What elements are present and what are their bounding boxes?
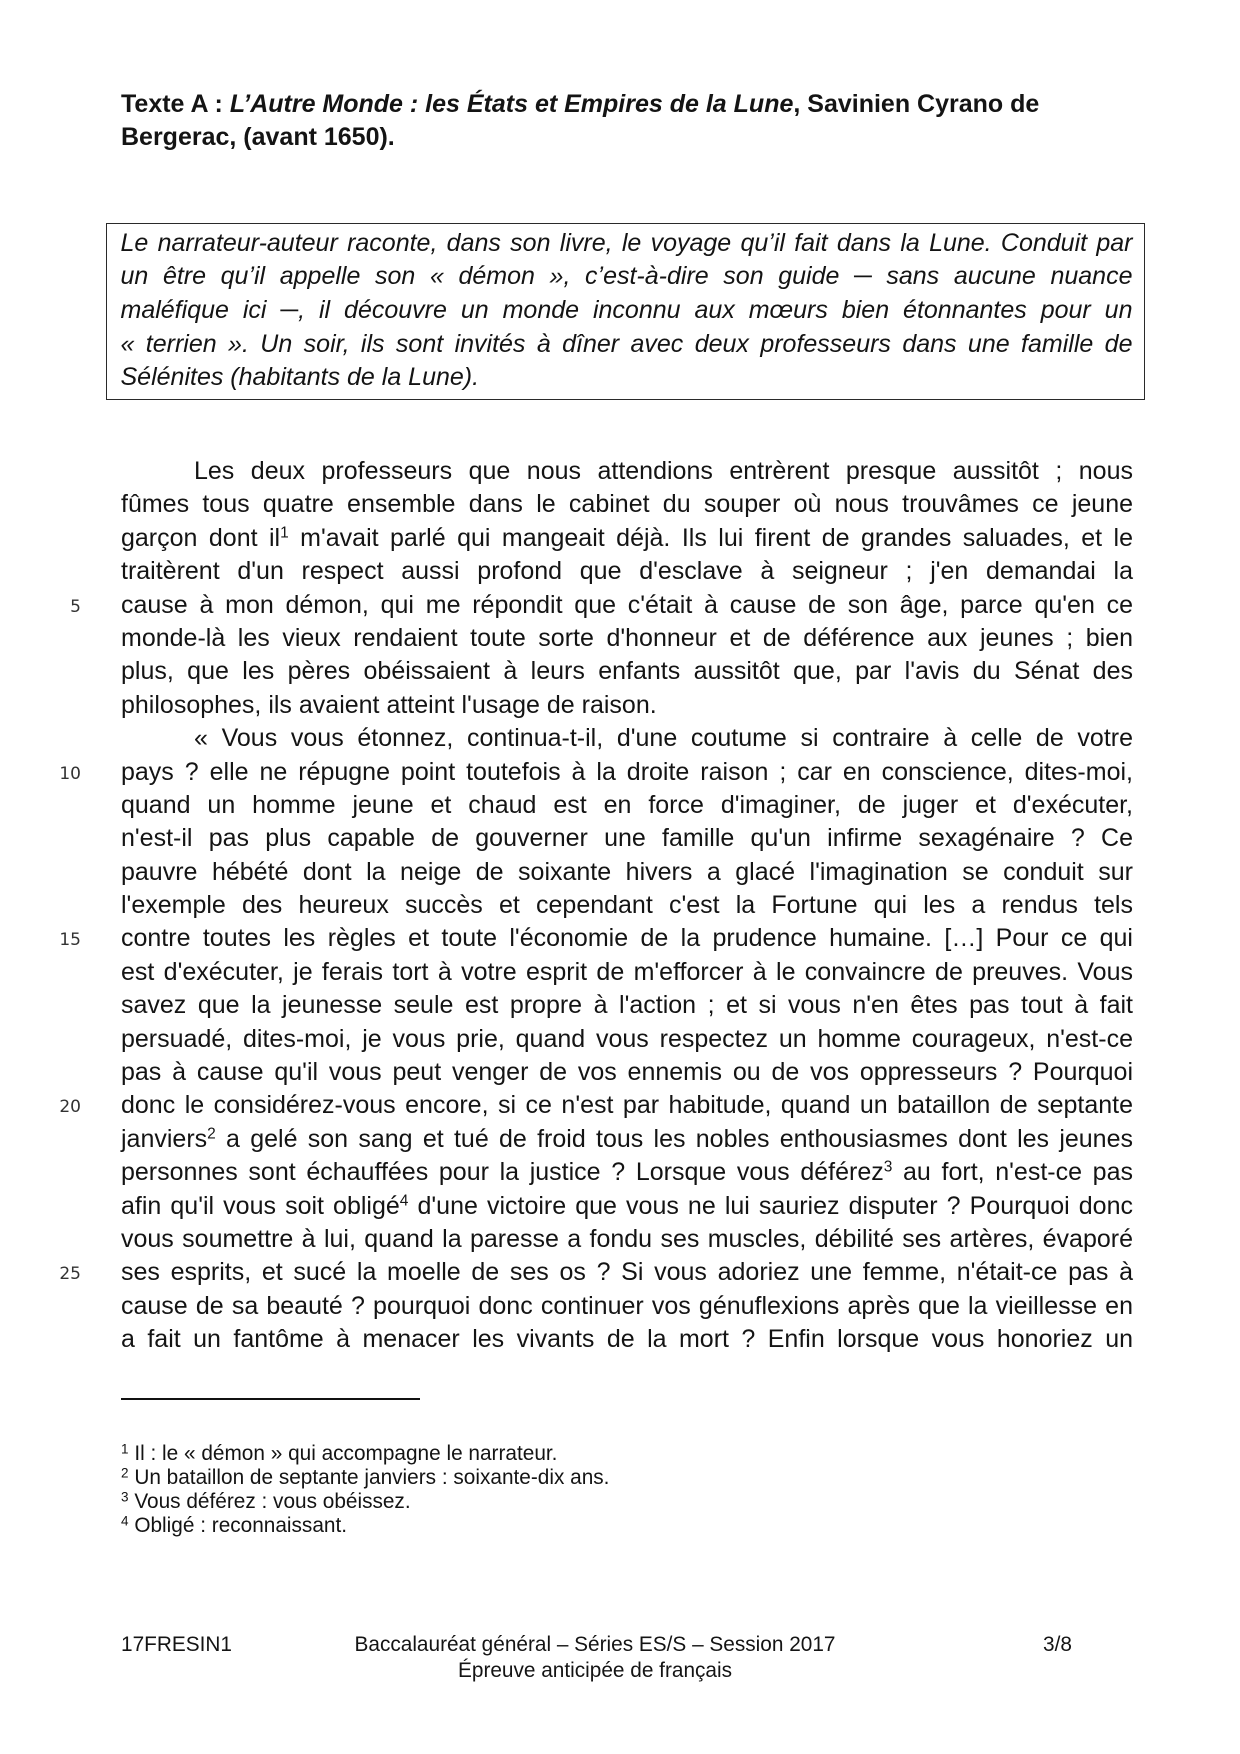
passage-line <box>121 555 1133 588</box>
footnote <box>121 1442 1021 1466</box>
footnote-mark: 2 <box>121 1465 129 1481</box>
footnote-ref: 3 <box>883 1158 893 1176</box>
line-text: quand un homme jeune et chaud est en force d'imaginer, de juger et d'exécuter, <box>121 790 1133 819</box>
footnote-ref: 2 <box>207 1125 216 1143</box>
text-segment: m'avait parlé qui mangeait déjà. Ils lui firent de grandes saluades, et le <box>288 523 1133 552</box>
passage-line <box>121 1290 1133 1323</box>
footnote-text: Il : le « démon » qui accompagne le narrateur. <box>134 1442 558 1465</box>
text-segment: a gelé son sang et tué de froid tous les nobles enthousiasmes dont les jeunes <box>215 1124 1133 1153</box>
footnote-text: Un bataillon de septante janviers : soixante-dix ans. <box>134 1466 610 1489</box>
line-text: cause à mon démon, qui me répondit que c'était à cause de son âge, parce qu'en ce <box>121 590 1133 619</box>
line-number: 25 <box>59 1264 81 1285</box>
intro-line: « terrien ». Un soir, ils sont invités à dîner avec deux professeurs dans une famille de <box>120 329 1133 358</box>
passage-line <box>121 488 1133 521</box>
line-text: donc le considérez-vous encore, si ce n'est par habitude, quand un bataillon de septante <box>121 1091 1133 1120</box>
passage-line <box>59 1256 1133 1289</box>
line-text: Les deux professeurs que nous attendions entrèrent presque aussitôt ; nous <box>194 457 1133 485</box>
footnote <box>121 1490 1021 1514</box>
passage-line <box>121 1156 1133 1189</box>
passage-line <box>121 1190 1133 1223</box>
footer-center <box>345 1632 845 1684</box>
passage-line <box>59 756 1133 789</box>
line-text: pas à cause qu'il vous peut venger de vos ennemis ou de vos oppresseurs ? Pourquoi <box>121 1058 1133 1087</box>
line-text: monde-là les vieux rendaient toute sorte d'honneur et de déférence aux jeunes ; bien <box>121 623 1133 652</box>
footnote-text: Obligé : reconnaissant. <box>134 1514 348 1537</box>
text-segment: janviers <box>121 1124 208 1153</box>
line-text: n'est-il pas plus capable de gouverner une famille qu'un infirme sexagénaire ? Ce <box>121 824 1133 853</box>
exam-title: Baccalauréat général – Séries ES/S – Session 2017 <box>354 1633 836 1656</box>
work-title: L’Autre Monde : les États et Empires de la Lune <box>229 90 794 118</box>
footnote-ref: 1 <box>280 524 289 542</box>
line-text: persuadé, dites-moi, je vous prie, quand vous respectez un homme courageux, n'est-ce <box>121 1024 1133 1053</box>
passage-line <box>121 655 1133 688</box>
footnote-ref: 4 <box>399 1192 409 1210</box>
line-text: ses esprits, et sucé la moelle de ses os ? Si vous adoriez une femme, n'était-ce pas à <box>121 1258 1133 1287</box>
intro-line: maléfique ici ─, il découvre un monde inconnu aux mœurs bien étonnantes pour un <box>120 295 1133 324</box>
passage-line <box>121 1056 1133 1089</box>
passage-line <box>59 922 1133 955</box>
line-number: 15 <box>59 930 81 951</box>
line-text: pays ? elle ne répugne point toutefois à la droite raison ; car en conscience, dites-moi, <box>121 757 1133 786</box>
line-text: savez que la jeunesse seule est propre à l'action ; et si vous n'en êtes pas tout à fait <box>121 991 1133 1020</box>
footnote-mark: 3 <box>121 1489 129 1505</box>
text-segment: afin qu'il vous soit obligé <box>121 1191 400 1220</box>
passage-line <box>121 622 1133 655</box>
passage-line <box>59 1089 1133 1122</box>
intro-box <box>106 223 1145 400</box>
page-footer <box>0 1632 1240 1692</box>
line-text: philosophes, ils avaient atteint l'usage de raison. <box>121 690 657 719</box>
footnote <box>121 1514 1021 1538</box>
passage-line <box>121 956 1133 989</box>
passage-line <box>121 889 1133 922</box>
intro-line: Le narrateur-auteur raconte, dans son livre, le voyage qu’il fait dans la Lune. Conduit par <box>120 228 1133 257</box>
passage-line <box>121 856 1133 889</box>
text-segment: personnes sont échauffées pour la justice ? Lorsque vous déférez <box>121 1158 884 1187</box>
passage-line <box>121 1323 1133 1356</box>
line-text: est d'exécuter, je ferais tort à votre esprit de m'efforcer à le convaincre de preuves. Vous <box>121 957 1133 986</box>
footnote-mark: 1 <box>121 1441 129 1457</box>
line-text <box>121 1192 1133 1220</box>
line-number: 20 <box>59 1097 81 1118</box>
intro-text <box>121 227 1133 395</box>
line-text: « Vous vous étonnez, continua-t-il, d'une coutume si contraire à celle de votre <box>194 724 1133 753</box>
text-heading <box>121 88 1121 154</box>
line-text: vous soumettre à lui, quand la paresse a fondu ses muscles, débilité ses artères, évaporé <box>121 1224 1133 1253</box>
line-text: contre toutes les règles et toute l'économie de la prudence humaine. […] Pour ce qui <box>121 924 1133 953</box>
line-number: 5 <box>70 596 81 617</box>
passage-line <box>121 1023 1133 1056</box>
footnote-separator <box>121 1398 420 1400</box>
line-text <box>121 1158 1133 1186</box>
passage-line <box>121 822 1133 855</box>
passage-line <box>121 689 1133 722</box>
footnote-text: Vous déférez : vous obéissez. <box>134 1490 411 1513</box>
passage-line <box>121 722 1133 755</box>
text-segment: garçon dont il <box>121 523 281 552</box>
line-text: pauvre hébété dont la neige de soixante hivers a glacé l'imagination se conduit sur <box>121 857 1133 886</box>
text-segment: au fort, n'est-ce pas <box>892 1158 1133 1187</box>
passage-line <box>121 522 1133 555</box>
footnotes <box>121 1442 1021 1538</box>
passage-line <box>121 789 1133 822</box>
passage-paragraph <box>70 455 1133 722</box>
line-text: plus, que les pères obéissaient à leurs enfants aussitôt que, par l'avis du Sénat des <box>121 657 1133 686</box>
footnote-mark: 4 <box>121 1513 129 1529</box>
passage-paragraph <box>59 722 1133 1356</box>
line-text: fûmes tous quatre ensemble dans le cabinet du souper où nous trouvâmes ce jeune <box>121 490 1133 519</box>
intro-line: Sélénites (habitants de la Lune). <box>120 363 480 392</box>
footnote <box>121 1466 1021 1490</box>
line-text: a fait un fantôme à menacer les vivants de la mort ? Enfin lorsque vous honoriez un <box>121 1325 1133 1354</box>
heading-label: Texte A : <box>121 90 230 118</box>
passage-line <box>70 589 1133 622</box>
heading-author: , Savinien Cyrano de Bergerac, (avant 1650). <box>121 90 1040 151</box>
passage-line <box>121 1123 1133 1156</box>
line-text <box>121 524 1133 552</box>
passage-line <box>121 455 1133 488</box>
line-number: 10 <box>59 763 81 784</box>
line-text: l'exemple des heureux succès et cependant c'est la Fortune qui les a rendus tels <box>121 891 1133 920</box>
exam-code: 17FRESIN1 <box>121 1633 232 1656</box>
line-text: cause de sa beauté ? pourquoi donc continuer vos génuflexions après que la vieillesse en <box>121 1291 1133 1320</box>
line-text <box>121 1125 1133 1153</box>
intro-line: un être qu’il appelle son « démon », c’est-à-dire son guide ─ sans aucune nuance <box>120 262 1133 291</box>
page-number: 3/8 <box>1043 1633 1072 1656</box>
text-segment: d'une victoire que vous ne lui sauriez disputer ? Pourquoi donc <box>408 1191 1133 1220</box>
line-text: traitèrent d'un respect aussi profond que d'esclave à seigneur ; j'en demandai la <box>121 557 1133 586</box>
passage-line <box>121 989 1133 1022</box>
passage <box>59 455 1133 1357</box>
exam-subject: Épreuve anticipée de français <box>458 1659 732 1682</box>
passage-line <box>121 1223 1133 1256</box>
